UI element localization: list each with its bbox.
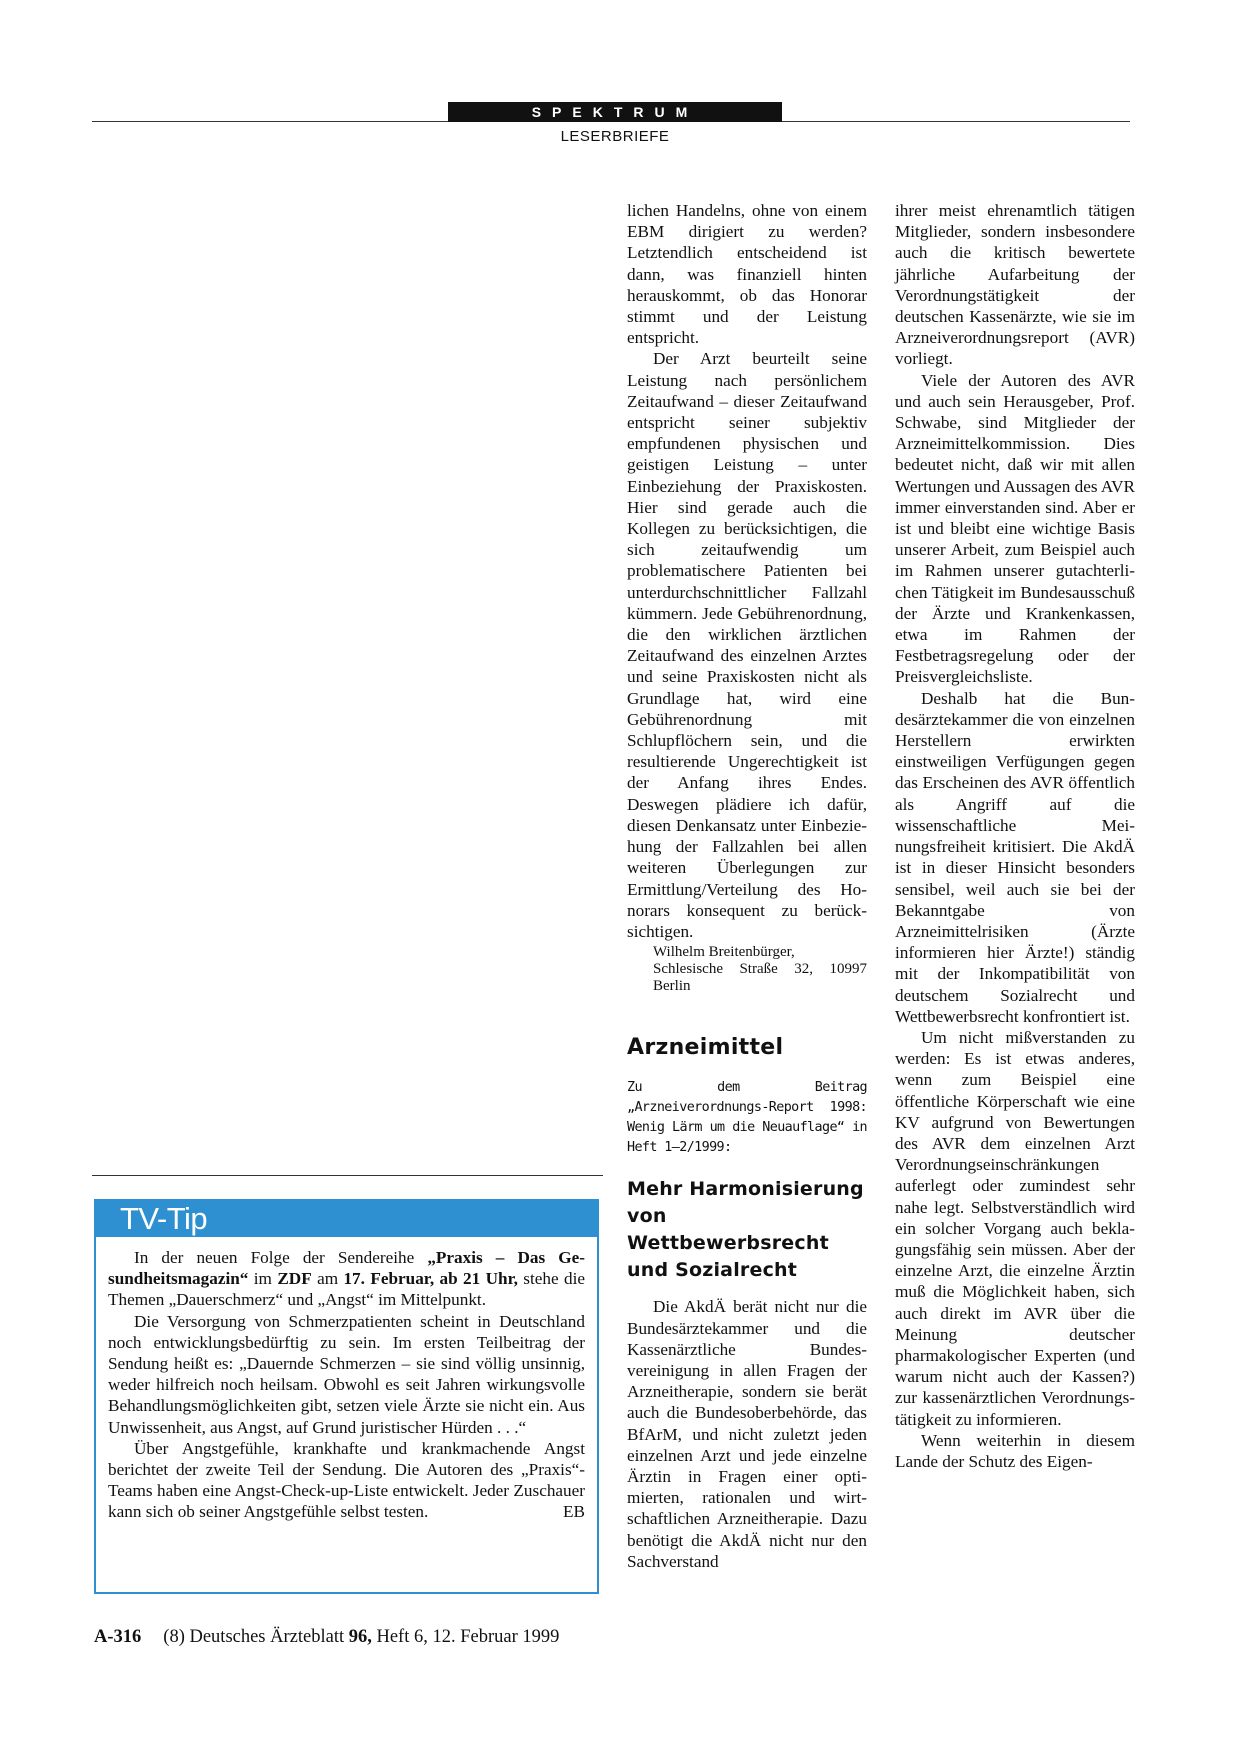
letter1-paragraph: Der Arzt beurteilt seine Leistung nach persönlichem Zeitaufwand – dieser Zeitaufwand entspricht seiner subjektiv empfundenen physischen und geistigen Leistung – unter Einbeziehung der Praxiskosten. Hier sind gerade auch die Kollegen zu berücksichtigen, die sich zeitaufwendig um problematischere Patienten bei unterdurchschnittlicher Fallzahl kümmern. Jede Gebührenordnung, die den wirklichen ärztlichen Zeitaufwand des einzelnen Arztes und seine Praxiskosten nicht als Grundlage hat, wird eine Gebührenordnung mit Schlupflöchern sein, und die resultierende Ungerechtigkeit ist der Anfang ihres Endes. Deswegen plädiere ich dafür, diesen Denkansatz unter Einbeziehung der Fallzahlen bei allen weiteren Überlegungen zur Ermittlung/Verteilung des Honorars konsequent zu berücksichtigen. [627, 349, 867, 941]
page-footer [94, 1627, 559, 1648]
tvtip-initials: EB [563, 1502, 585, 1522]
tvtip-text: am [311, 1269, 344, 1289]
tvtip-text: stehe die Themen „Dauerschmerz“ und „Angst“ im Mittelpunkt. [108, 1269, 585, 1310]
letter1-signature [653, 944, 867, 995]
tvtip-paragraph [108, 1247, 585, 1311]
column-middle [627, 200, 867, 1572]
footer-volume: 96, [348, 1627, 372, 1647]
section-heading: Arzneimittel [627, 1035, 784, 1061]
tvtip-text: im [248, 1269, 278, 1289]
tvtip-body [96, 1237, 597, 1523]
page-number: A-316 [94, 1627, 142, 1647]
footer-issue: Heft 6, 12. Februar 1999 [371, 1627, 560, 1647]
subsection-label: LESERBRIEFE [560, 128, 670, 145]
article-paragraph: Deshalb hat die Bundesärztekammer die von einzelnen Herstellern erwirkten einstweiligen Verfügungen gegen das Erscheinen des AVR öffentlich als Angriff auf die wissenschaftliche Meinungsfreiheit kritisiert. Die AkdÄ ist in dieser Hinsicht besonders sensibel, weil auch sie bei der Bekanntgabe von Arzneimittelrisiken (Ärzte informieren hier Ärzte!) ständig mit der Inkompatibilität von deutschem Sozialrecht und Wettbewerbsrecht konfrontiert ist. [895, 688, 1135, 1026]
footer-journal: (8) Deutsches Ärzteblatt [163, 1627, 349, 1647]
tvtip-date: 17. Februar, ab 21 Uhr, [343, 1269, 518, 1289]
tvtip-channel: ZDF [277, 1269, 312, 1289]
article-paragraph: Die AkdÄ berät nicht nur die Bundesärztekammer und die Kassenärztliche Bundesvereinigung in allen Fragen der Arzneitherapie, sondern sie berät auch die Bundesoberbehörde, das BfArM, und nicht zuletzt jeden einzelnen Arzt und jede einzelne Ärztin in Fragen einer optimierten, rationalen und wirtschaftlichen Arzneitherapie. Dazu benötigt die AkdÄ nicht nur den Sachverstand [627, 1297, 867, 1571]
tvtip-paragraph: Die Versorgung von Schmerzpatienten scheint in Deutschland noch entwicklungsbedürftig zu sein. Im ersten Teilbeitrag der Sendung heißt es: „Dauernde Schmerzen – sie sind völlig unsinnig, weder hilfreich noch heilsam. Obwohl es seit Jahren wirkungsvolle Behandlungsmöglichkeiten gibt, setzen viele Ärzte sie nicht ein. Aus Unwissenheit, aus Angst, auf Grund juristischer Hürden . . .“ [108, 1311, 585, 1437]
tvtip-show-name: „Praxis – Das Gesundheitsmagazin“ [108, 1248, 585, 1289]
tvtip-text: Über Angstgefühle, krankhafte und krankmachende Angst berichtet der zweite Teil der Sendung. Die Autoren des „Praxis“-Teams haben eine Angst-Check-up-Liste entwickelt. Jeder Zuschauer kann sich ob seiner Angstgefühle selbst testen. [108, 1438, 585, 1522]
article-paragraph: Viele der Autoren des AVR und auch sein Herausgeber, Prof. Schwabe, sind Mitglieder der Arzneimittelkommission. Dies bedeutet nicht, daß wir mit allen Wertungen und Aussagen des AVR immer einverstanden sind. Aber er ist und bleibt eine wichtige Basis unserer Arbeit, zum Beispiel auch im Rahmen unserer gutachterlichen Tätigkeit im Bundesausschuß der Ärzte und Krankenkassen, etwa im Rahmen der Festbetragsregelung oder der Preisvergleichsliste. [895, 370, 1135, 687]
article-paragraph: Wenn weiterhin in diesem Lande der Schutz des Eigen- [895, 1430, 1135, 1471]
letter1-continuation: lichen Handelns, ohne von einem EBM dirigiert zu werden? Letztendlich entscheidend ist dann, was finanziell hinten herauskommt, ob das Honorar stimmt und der Leistung entspricht. [627, 201, 867, 348]
section-banner: SPEKTRUM [448, 102, 782, 122]
article-paragraph: Um nicht mißverstanden zu werden: Es ist etwas anderes, wenn zum Beispiel eine öffentliche Körperschaft wie eine KV aufgrund von Bewertungen des AVR dem einzelnen Arzt Verordnungseinschränkungen auferlegt oder zumindest sehr nahe legt. Selbstverständlich wird ein solcher Vorgang auch beklagungsfähig sein müssen. Aber der einzelne Arzt, die einzelne Ärztin muß die Möglichkeit haben, sich auch direkt im AVR über die Meinung deutscher pharmakologischer Experten (und warum nicht auch der Kassen?) zur kassenärztlichen Verordnungstätigkeit zu informieren. [895, 1027, 1135, 1429]
tvtip-box [94, 1199, 599, 1594]
article-reference: Zu dem Beitrag „Arzneiverordnungs-Report 1998: Wenig Lärm um die Neuauflage“ in Heft 1–2/1999: [627, 1080, 867, 1156]
letter-title: Mehr Harmonisierung von Wettbewerbsrecht und Sozialrecht [627, 1178, 864, 1282]
signature-name: Wilhelm Breitenbürger, [653, 944, 795, 961]
column-right [895, 200, 1135, 1472]
tvtip-text: In der neuen Folge der Sendereihe [134, 1248, 428, 1267]
article-paragraph-continuation: ihrer meist ehrenamtlich tätigen Mitglieder, sondern insbesondere auch die kritisch bewertete jährliche Aufarbeitung der Verordnungstätigkeit der deutschen Kassenärzte, wie sie im Arzneiverordnungsreport (AVR) vorliegt. [895, 201, 1135, 369]
tvtip-title: TV-Tip [96, 1201, 597, 1237]
signature-address: Schlesische Straße 32, 10997 Berlin [653, 961, 867, 995]
tvtip-paragraph [108, 1438, 585, 1523]
tvtip-rule [92, 1175, 603, 1176]
